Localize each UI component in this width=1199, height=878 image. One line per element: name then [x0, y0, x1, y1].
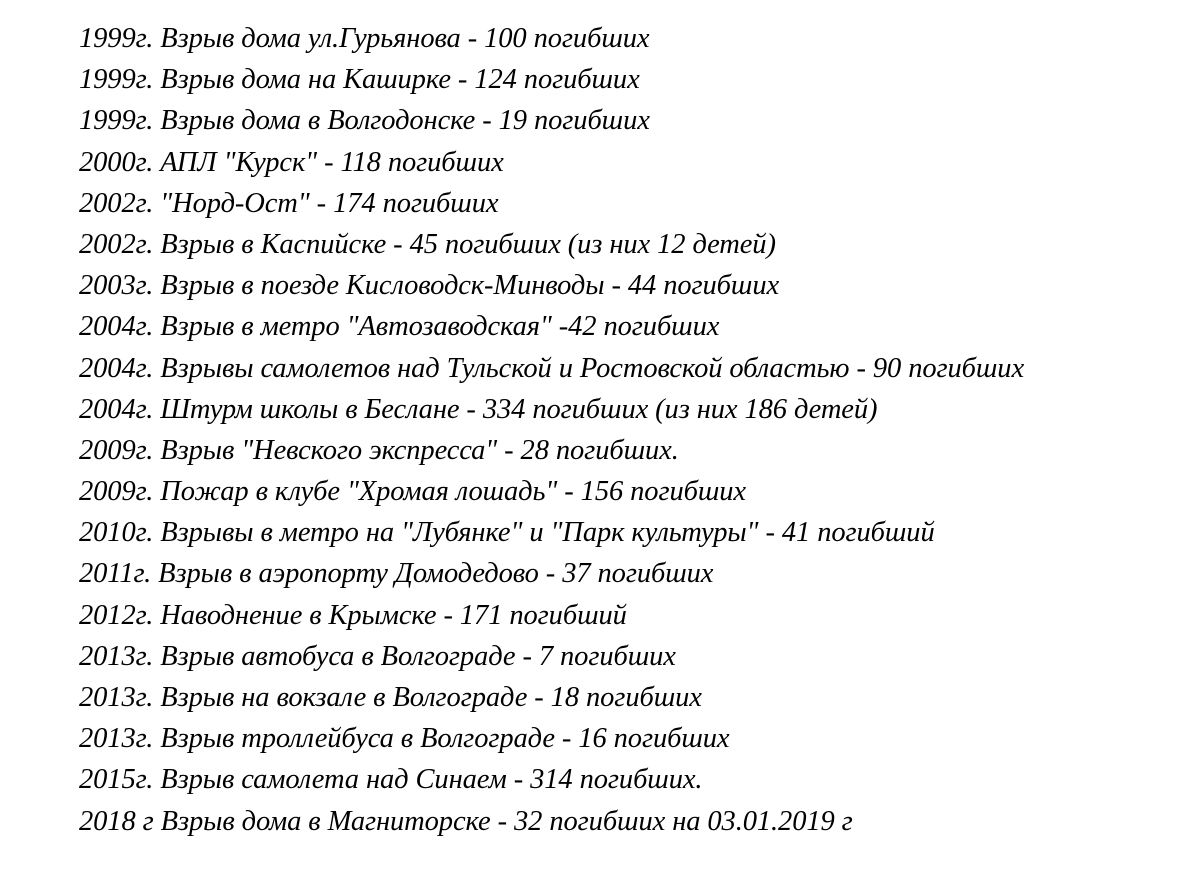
event-line-2009-nevsky: 2009г. Взрыв "Невского экспресса" - 28 погибших. — [79, 434, 679, 466]
event-line-2009-club-fire: 2009г. Пожар в клубе "Хромая лошадь" - 156 погибших — [79, 476, 746, 508]
event-line-2004-metro: 2004г. Взрыв в метро "Автозаводская" -42 погибших — [79, 311, 720, 343]
event-line-2002-kaspiysk: 2002г. Взрыв в Каспийске - 45 погибших (из них 12 детей) — [79, 228, 776, 260]
event-line-2002-nord-ost: 2002г. "Норд-Ост" - 174 погибших — [79, 187, 499, 219]
event-line-2010-metro: 2010г. Взрывы в метро на "Лубянке" и "Парк культуры" - 41 погибший — [79, 517, 935, 549]
event-line-2011-domodedovo: 2011г. Взрыв в аэропорту Домодедово - 37 погибших — [79, 558, 714, 590]
event-line-2003-train: 2003г. Взрыв в поезде Кисловодск-Минводы - 44 погибших — [79, 270, 780, 302]
event-line-1999-kashirka: 1999г. Взрыв дома на Каширке - 124 погибших — [79, 64, 640, 96]
event-line-2018-magnitogorsk: 2018 г Взрыв дома в Магниторске - 32 погибших на 03.01.2019 г — [79, 805, 853, 837]
event-line-2013-station: 2013г. Взрыв на вокзале в Волгограде - 18 погибших — [79, 682, 702, 713]
event-list — [79, 18, 1189, 842]
event-line-2000-kursk: 2000г. АПЛ "Курск" - 118 погибших — [79, 146, 504, 178]
event-line-2012-krymsk: 2012г. Наводнение в Крымске - 171 погибший — [79, 599, 627, 631]
event-line-2013-bus: 2013г. Взрыв автобуса в Волгограде - 7 погибших — [79, 640, 676, 672]
event-line-2004-beslan: 2004г. Штурм школы в Беслане - 334 погибших (из них 186 детей) — [79, 393, 878, 425]
event-line-2015-sinai: 2015г. Взрыв самолета над Синаем - 314 погибших. — [79, 764, 703, 796]
event-line-1999-guryanova: 1999г. Взрыв дома ул.Гурьянова - 100 погибших — [79, 23, 650, 54]
event-line-2013-trolleybus: 2013г. Взрыв троллейбуса в Волгограде - 16 погибших — [79, 723, 730, 755]
event-line-2004-planes: 2004г. Взрывы самолетов над Тульской и Ростовской областью - 90 погибших — [79, 352, 1025, 384]
event-line-1999-volgodonsk: 1999г. Взрыв дома в Волгодонске - 19 погибших — [79, 105, 650, 137]
